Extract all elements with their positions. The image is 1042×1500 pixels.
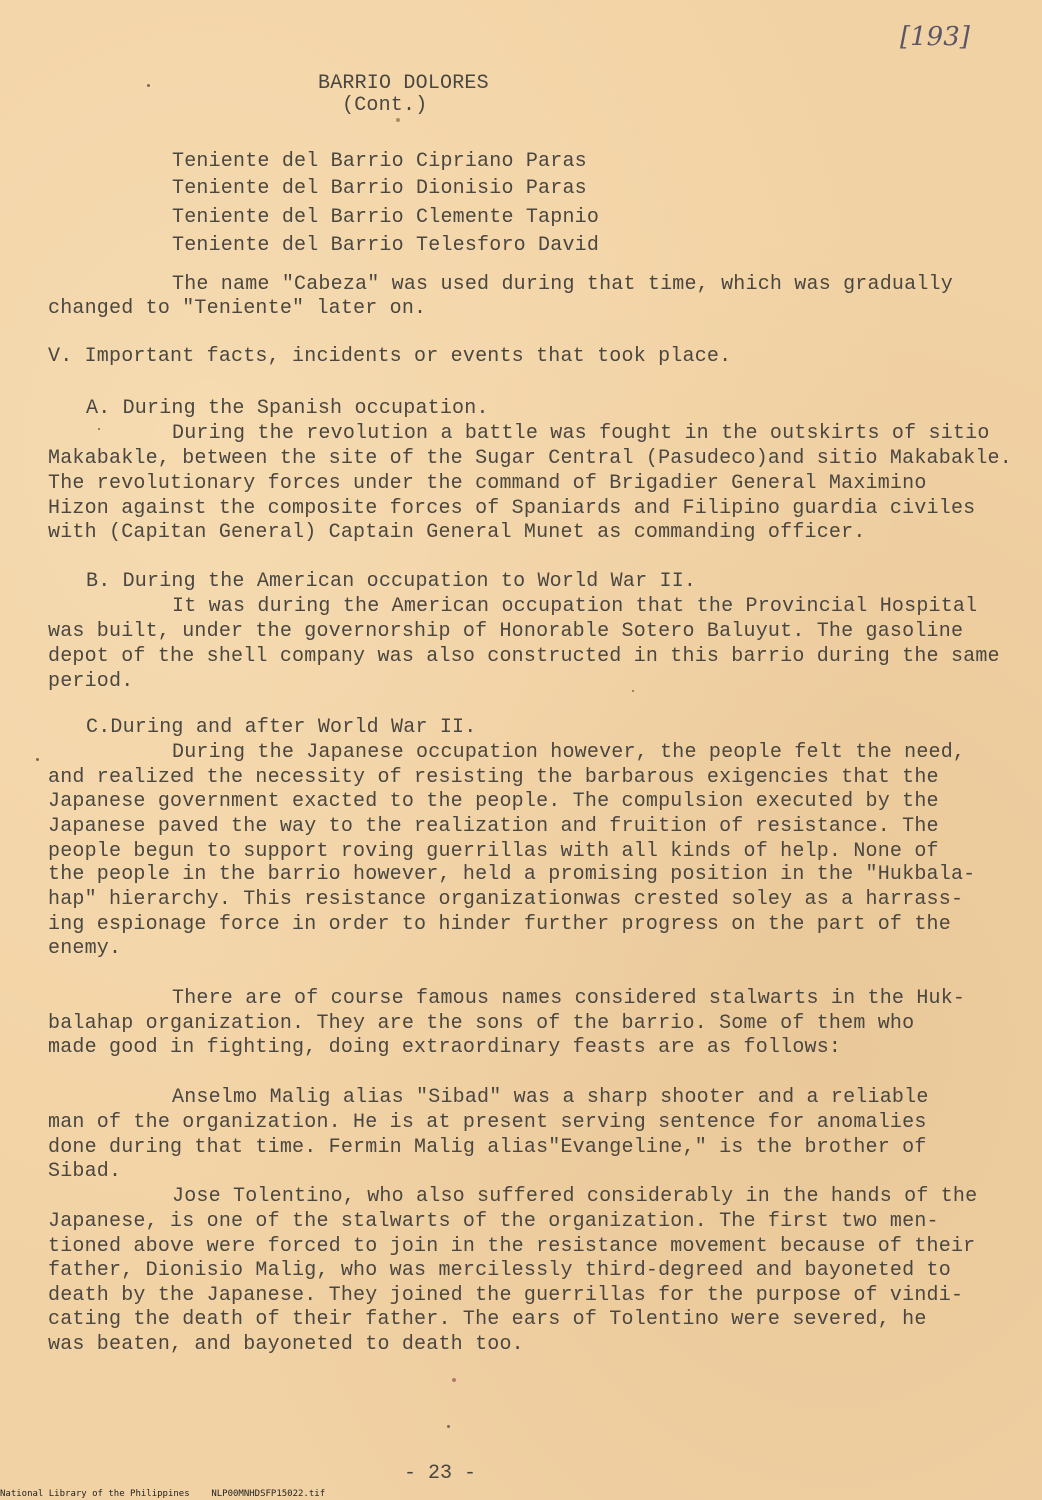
paper-speck [632,690,634,692]
page-number: - 23 - [403,1462,476,1485]
section-a-line: Makabakle, between the site of the Sugar Central (Pasudeco)and sitio Makabakle. [48,447,1012,470]
malig-paragraph-line: done during that time. Fermin Malig alias"Evangeline," is the brother of [48,1136,927,1159]
heading-subtitle: (Cont.) [342,94,428,117]
paper-speck [147,84,150,87]
paper-speck [447,1425,450,1428]
section-a-line: The revolutionary forces under the command of Brigadier General Maximino [48,472,927,495]
teniente-item: Teniente del Barrio Telesforo David [172,234,600,257]
section-c-line: Japanese government exacted to the people. The compulsion executed by the [48,790,939,813]
heading-title: BARRIO DOLORES [318,72,489,95]
section-b-line: period. [48,670,134,693]
tolentino-paragraph-line: tioned above were forced to join in the resistance movement because of their [48,1235,976,1258]
cabeza-note-line: The name "Cabeza" was used during that time, which was gradually [172,273,953,296]
section-c-line: and realized the necessity of resisting the barbarous exigencies that the [48,766,939,789]
section-a-line: with (Capitan General) Captain General Munet as commanding officer. [48,521,866,544]
tolentino-paragraph-line: Jose Tolentino, who also suffered considerably in the hands of the [172,1185,978,1208]
paper-speck [98,428,100,430]
section-c-line: people begun to support roving guerrillas with all kinds of help. None of [48,840,939,863]
section-c-line: ing espionage force in order to hinder further progress on the part of the [48,913,951,936]
paper-speck [396,118,400,122]
famous-paragraph-line: made good in fighting, doing extraordinary feasts are as follows: [48,1036,842,1059]
tolentino-paragraph-line: Japanese, is one of the stalwarts of the organization. The first two men- [48,1210,939,1233]
teniente-item: Teniente del Barrio Cipriano Paras [172,150,587,173]
archive-annotation: [193] [900,22,970,52]
section-b-line: depot of the shell company was also constructed in this barrio during the same [48,645,1000,668]
section-b-line: It was during the American occupation that the Provincial Hospital [172,595,978,618]
teniente-item: Teniente del Barrio Dionisio Paras [172,177,587,200]
tolentino-paragraph-line: death by the Japanese. They joined the guerrillas for the purpose of vindi- [48,1284,964,1307]
malig-paragraph-line: man of the organization. He is at present serving sentence for anomalies [48,1111,927,1134]
paper-speck [452,1378,456,1382]
section-b-title: B. During the American occupation to World War II. [86,570,697,593]
section-a-line: During the revolution a battle was fought in the outskirts of sitio [172,422,990,445]
section-c-line: the people in the barrio however, held a promising position in the "Hukbala- [48,863,976,886]
section-c-line: hap" hierarchy. This resistance organizationwas crested soley as a harrass- [48,888,964,911]
section-c-line: Japanese paved the way to the realization and fruition of resistance. The [48,815,939,838]
section-c-line: During the Japanese occupation however, the people felt the need, [172,741,966,764]
famous-paragraph-line: balahap organization. They are the sons of the barrio. Some of them who [48,1012,915,1035]
malig-paragraph-line: Sibad. [48,1160,122,1183]
section-v-title: V. Important facts, incidents or events that took place. [48,345,732,368]
archive-footer: National Library of the Philippines NLP00MNHDSFP15022.tif [0,1489,326,1499]
section-a-title: A. During the Spanish occupation. [86,397,489,420]
tolentino-paragraph-line: cating the death of their father. The ears of Tolentino were severed, he [48,1308,927,1331]
malig-paragraph-line: Anselmo Malig alias "Sibad" was a sharp shooter and a reliable [172,1086,929,1109]
section-c-title: C.During and after World War II. [86,716,477,739]
paper-speck [36,758,39,761]
teniente-item: Teniente del Barrio Clemente Tapnio [172,206,600,229]
section-c-line: enemy. [48,937,122,960]
tolentino-paragraph-line: father, Dionisio Malig, who was mercilessly third-degreed and bayoneted to [48,1259,951,1282]
section-a-line: Hizon against the composite forces of Spaniards and Filipino guardia civiles [48,497,976,520]
cabeza-note-line: changed to "Teniente" later on. [48,297,427,320]
tolentino-paragraph-line: was beaten, and bayoneted to death too. [48,1333,524,1356]
famous-paragraph-line: There are of course famous names considered stalwarts in the Huk- [172,987,966,1010]
section-b-line: was built, under the governorship of Honorable Sotero Baluyut. The gasoline [48,620,964,643]
